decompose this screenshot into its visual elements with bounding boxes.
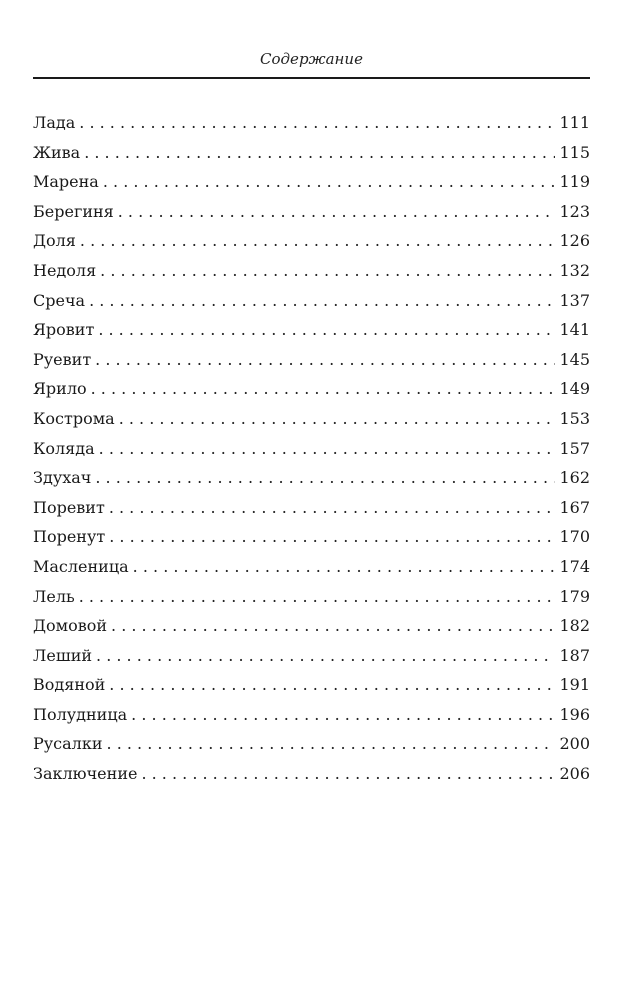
toc-entry-page: 182	[559, 616, 590, 636]
toc-entry-page: 126	[559, 231, 590, 251]
toc-entry	[33, 374, 590, 404]
table-of-contents	[33, 108, 590, 789]
toc-dot-leader	[119, 404, 556, 434]
toc-entry-page: 206	[559, 764, 590, 784]
header-rule	[33, 77, 590, 79]
toc-entry-page: 179	[559, 586, 590, 606]
toc-dot-leader	[95, 463, 555, 493]
toc-dot-leader	[95, 345, 555, 375]
toc-entry-title: Коляда	[33, 438, 95, 458]
toc-dot-leader	[107, 729, 556, 759]
toc-entry	[33, 582, 590, 612]
toc-dot-leader	[80, 226, 556, 256]
toc-entry-page: 200	[559, 734, 590, 754]
toc-dot-leader	[91, 374, 556, 404]
toc-entry	[33, 729, 590, 759]
toc-dot-leader	[141, 759, 555, 789]
toc-entry-page: 145	[559, 349, 590, 369]
toc-entry	[33, 493, 590, 523]
toc-dot-leader	[96, 641, 555, 671]
toc-entry	[33, 670, 590, 700]
toc-entry-title: Лада	[33, 113, 76, 132]
toc-entry-page: 187	[559, 645, 590, 665]
toc-entry	[33, 256, 590, 286]
toc-dot-leader	[84, 138, 555, 168]
toc-entry-page: 196	[559, 704, 590, 724]
toc-dot-leader	[109, 493, 556, 523]
toc-entry-title: Домовой	[33, 616, 108, 636]
toc-entry	[33, 700, 590, 730]
toc-entry	[33, 108, 590, 138]
toc-entry-page: 162	[559, 468, 590, 488]
toc-entry-title: Ярило	[33, 379, 87, 399]
toc-entry-title: Доля	[33, 231, 76, 251]
toc-entry-page: 174	[559, 556, 590, 576]
toc-entry-title: Берегиня	[33, 201, 114, 221]
toc-dot-leader	[109, 670, 555, 700]
running-header: Содержание	[260, 50, 363, 68]
toc-entry-title: Водяной	[33, 675, 106, 695]
toc-entry	[33, 197, 590, 227]
toc-entry	[33, 641, 590, 671]
toc-dot-leader	[99, 434, 556, 464]
toc-entry	[33, 226, 590, 256]
toc-entry-page: 119	[559, 172, 590, 192]
toc-entry-page: 137	[559, 290, 590, 310]
toc-entry-title: Яровит	[33, 320, 95, 340]
toc-entry	[33, 286, 590, 316]
toc-entry	[33, 759, 590, 789]
toc-entry-title: Марена	[33, 172, 99, 192]
toc-entry-page: 157	[559, 438, 590, 458]
toc-dot-leader	[79, 108, 555, 138]
toc-entry-title: Заключение	[33, 764, 138, 784]
toc-entry	[33, 138, 590, 168]
toc-dot-leader	[89, 286, 555, 316]
toc-entry-title: Кострома	[33, 408, 115, 428]
toc-entry-page: 149	[559, 379, 590, 399]
toc-dot-leader	[133, 552, 556, 582]
toc-entry-page: 170	[559, 527, 590, 547]
toc-entry-title: Русалки	[33, 734, 103, 754]
toc-entry	[33, 611, 590, 641]
toc-entry-title: Лель	[33, 586, 75, 606]
toc-dot-leader	[109, 522, 555, 552]
toc-dot-leader	[118, 197, 556, 227]
toc-entry-title: Недоля	[33, 260, 97, 280]
toc-dot-leader	[98, 315, 555, 345]
toc-entry-page: 167	[559, 497, 590, 517]
toc-entry-page: 141	[559, 320, 590, 340]
toc-entry	[33, 167, 590, 197]
toc-entry-page: 123	[559, 201, 590, 221]
toc-entry-page: 153	[559, 408, 590, 428]
toc-entry-page: 111	[559, 113, 590, 132]
toc-dot-leader	[100, 256, 555, 286]
toc-entry-title: Поревит	[33, 497, 105, 517]
toc-dot-leader	[79, 582, 556, 612]
toc-entry-title: Поренут	[33, 527, 106, 547]
toc-entry-title: Жива	[33, 142, 81, 162]
toc-entry-title: Леший	[33, 645, 93, 665]
toc-entry	[33, 404, 590, 434]
toc-entry-page: 191	[559, 675, 590, 695]
toc-entry	[33, 315, 590, 345]
toc-entry-title: Среча	[33, 290, 86, 310]
toc-entry-title: Полудница	[33, 704, 128, 724]
toc-entry-title: Здухач	[33, 468, 92, 488]
toc-entry	[33, 522, 590, 552]
toc-entry	[33, 434, 590, 464]
toc-entry	[33, 345, 590, 375]
toc-dot-leader	[131, 700, 555, 730]
toc-entry	[33, 552, 590, 582]
toc-entry-title: Руевит	[33, 349, 92, 369]
toc-entry	[33, 463, 590, 493]
toc-entry-page: 115	[559, 142, 590, 162]
toc-entry-title: Масленица	[33, 556, 129, 576]
toc-entry-page: 132	[559, 260, 590, 280]
toc-dot-leader	[111, 611, 555, 641]
toc-dot-leader	[103, 167, 556, 197]
